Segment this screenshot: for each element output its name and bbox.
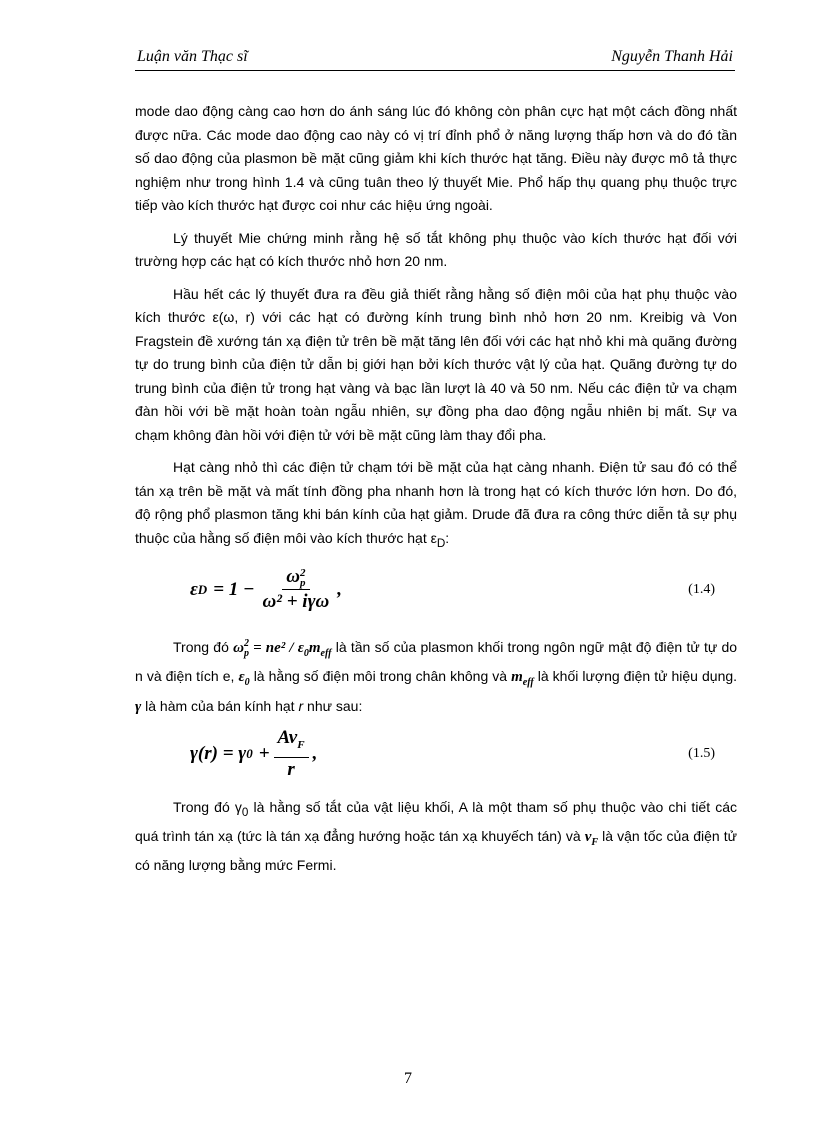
drude-formula — [190, 564, 342, 616]
plasma-frequency-formula: $\omega^2_p = ne^2 / \varepsilon_0m_{eff}$ — [233, 637, 332, 659]
page-body — [135, 100, 737, 887]
header-thesis-label: Luận văn Thạc sĩ — [137, 48, 248, 65]
epsilon-d-symbol: $\varepsilon_D$ — [430, 529, 446, 550]
equation-number-1-5: (1.5) — [688, 746, 715, 762]
paragraph-4 — [135, 456, 737, 555]
eq1-num-sub: p — [300, 576, 306, 589]
eq1-equals: = 1 − — [213, 578, 255, 600]
paragraph-2: Lý thuyết Mie chứng minh rằng hệ số tắt không phụ thuộc vào kích thước hạt đối với trường hợp các hạt có kích thước nhỏ hơn 20 nm. — [135, 229, 737, 269]
eq1-lhs-sub: D — [197, 581, 208, 597]
equation-1-4 — [135, 564, 737, 616]
gamma-formula — [190, 728, 317, 780]
eq2-comma: , — [312, 743, 318, 765]
paragraph-3: Hầu hết các lý thuyết đưa ra đều giả thiết rằng hằng số điện môi của hạt phụ thuộc vào kích thước ε(ω, r) với các hạt có đường kính trung bình nhỏ hơn 20 nm. Kreibig và Von Fragstein đề xướng tán xạ điện tử trên bề mặt tăng lên đối với các hạt nhỏ khi mà quãng đường tự do trung bình của điện tử dẫn bị giới hạn bởi kích thước vật lý của hạt. Quãng đường tự do trung bình của điện tử trong hạt vàng và bạc lần lượt là 40 và 50 nm. Nếu các điện tử va chạm đàn hồi với bề mặt hoàn toàn ngẫu nhiên, sự đồng pha dao động ngẫu nhiên bị mất. Sự va chạm không đàn hồi với điện tử với bề mặt cũng làm thay đổi pha. — [135, 285, 737, 443]
m-eff-symbol: $m_{eff}$ — [511, 669, 534, 689]
eq2-numerator: Av — [277, 727, 298, 749]
eq1-numerator: ω — [286, 566, 300, 588]
r-symbol: r — [298, 697, 304, 714]
paragraph-4-text: Hạt càng nhỏ thì các điện tử chạm tới bề mặt của hạt càng nhanh. Điện tử sau đó có thể tán xạ trên bề mặt và mất tính đồng pha nhanh hơn là trong hạt có kích thước lớn hơn. Do đó, độ rộng phổ plasmon tăng khi bán kính của hạt giảm. Drude đã đưa ra công thức diễn tả sự phụ thuộc của hằng số điện môi vào kích thước hạt — [135, 459, 737, 546]
eq2-fraction — [274, 727, 309, 781]
gamma-symbol: γ — [135, 698, 142, 715]
paragraph-1: mode dao động càng cao hơn do ánh sáng lúc đó không còn phân cực hạt một cách đồng nhất được nữa. Các mode dao động cao này có vị trí đỉnh phổ ở năng lượng thấp hơn và do đó tần số dao động của plasmon bề mặt cũng giảm khi kích thước hạt tăng. Điều này được mô tả thực nghiệm như trong hình 1.4 và cũng tuân theo lý thuyết Mie. Phổ hấp thụ quang phụ thuộc trực tiếp vào kích thước hạt được coi như các hiệu ứng ngoài. — [135, 103, 737, 213]
eq1-comma: , — [337, 578, 342, 600]
colon: : — [445, 529, 450, 546]
eq1-lhs: ε — [190, 578, 198, 600]
equation-number-1-4: (1.4) — [688, 581, 715, 597]
eq2-lhs-sub: 0 — [246, 746, 253, 762]
equation-1-5 — [135, 728, 737, 780]
header-author: Nguyễn Thanh Hải — [611, 48, 733, 65]
eq2-denominator: r — [287, 759, 295, 781]
page-number: 7 — [404, 1070, 412, 1087]
eq1-denominator: ω² + iγω — [262, 591, 330, 613]
eq1-num-sup: 2 — [300, 566, 306, 579]
v-fermi-symbol: $v_F$ — [584, 828, 599, 848]
eq2-num-sub: F — [297, 739, 305, 752]
epsilon-0-symbol: $\varepsilon_0$ — [238, 669, 250, 689]
eq1-fraction — [259, 566, 334, 613]
eq2-plus: + — [258, 743, 270, 765]
page-header — [135, 44, 735, 71]
paragraph-6: Trong đó $\gamma_0$ là hằng số tắt của vật liệu khối, A là một tham số phụ thuộc vào chi tiết các quá trình tán xạ (tức là tán xạ đẳng hướng hoặc tán xạ khuyếch tán) và $v_F$ là vận tốc của điện tử có năng lượng bằng mức Fermi. — [135, 799, 738, 874]
paragraph-5: Trong đó $\omega^2_p = ne^2 / \varepsilon_0m_{eff}$ là tần số của plasmon khối trong ngôn ngữ mật độ điện tử tự do n và điện tích e, $\varepsilon_0$ là hằng số điện môi trong chân không và $m_{eff}$ là khối lượng điện tử hiệu dụng. γ là hàm của bán kính hạt r như sau: — [135, 637, 738, 715]
eq2-lhs: γ(r) = γ — [190, 743, 247, 765]
